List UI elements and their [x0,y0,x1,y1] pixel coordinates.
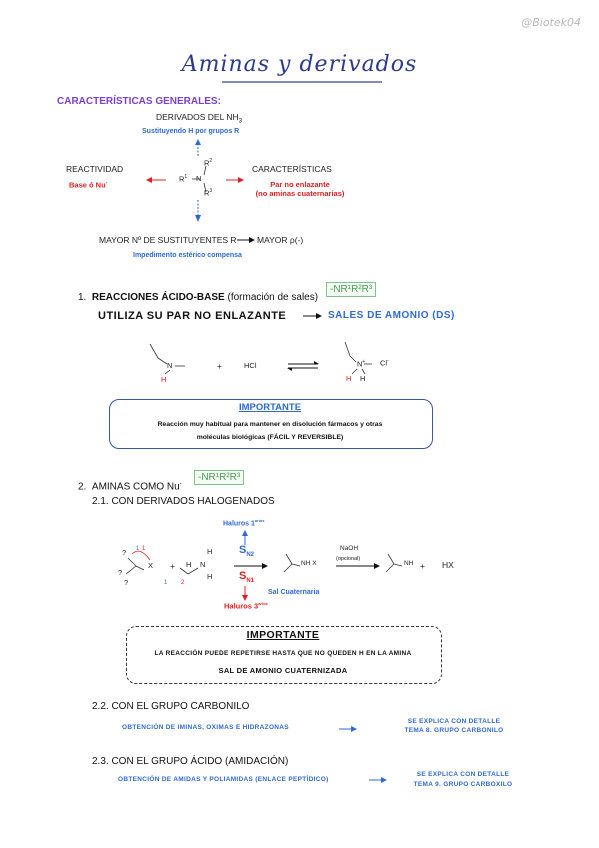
hcl-label: HCl [244,361,257,370]
haluros3-sup: arios [258,601,268,606]
electron-arrow [132,551,150,560]
important-text-1b: moléculas biológicas (FÁCIL Y REVERSIBLE) [196,434,344,441]
atom-r2 [204,158,212,168]
section2-formula: -NR¹R²R³ [194,470,244,485]
sales-amonio: SALES DE AMONIO (DS) [328,310,455,321]
left-amine-bond4 [165,370,170,374]
amine-n: N [200,560,206,569]
base-nu-label [69,180,107,190]
sal-cuaternaria: Sal Cuaternaria [268,589,320,596]
sub2-arrow-head [351,726,357,732]
section1-heading-rest: (formación de sales) [227,292,319,303]
left-amine-bond2 [158,358,167,364]
par-libre-note: Par no enlazante [270,180,330,189]
section2-heading [78,481,182,492]
section2-heading-sup: - [179,481,182,487]
atom-n: N [196,174,202,183]
right-amine-bond1 [345,342,350,356]
utiliza-par: UTILIZA SU PAR NO ENLAZANTE [98,310,287,322]
important-title-1: IMPORTANTE [238,402,302,413]
haluros3-text: Haluros 3 [224,601,259,611]
amine-h-left: H [186,560,192,569]
sn1-sub: N1 [246,578,255,585]
product-n-text: N [357,359,363,369]
q-mark-1: ? [122,548,127,557]
derivados-sub: 3 [238,118,242,125]
num-blue-1: 1 [136,546,140,552]
important-text-2a: LA REACCIÓN PUEDE REPETIRSE HASTA QUE NO QUEDEN H EN LA AMINA [154,650,412,657]
base-nu-sup: - [105,180,108,186]
reactividad-label: REACTIVIDAD [66,164,124,174]
num-red-2: 2 [181,580,185,586]
sub3-heading: 2.3. CON EL GRUPO ÁCIDO (AMIDACIÓN) [92,756,289,767]
left-arrow-head [146,177,152,183]
prod2-bond2 [386,564,394,572]
title-underline [222,81,382,83]
product-h2: H [360,374,366,383]
important-text-2b: SAL DE AMONIO CUATERNIZADA [218,666,348,675]
section2-heading-text: AMINAS COMO Nu [91,481,180,493]
num-blue-2: 1 [164,580,168,586]
atom-r3 [204,188,212,198]
haluros1-sup: arios [254,518,265,523]
sn1-label [239,570,254,584]
haluros3-label [224,601,268,611]
plus-halide: + [170,561,175,571]
atom-r3-num: 3 [209,188,213,194]
halide-bond2 [126,566,136,574]
sn1-text: S [239,570,247,582]
sub1-heading: 2.1. CON DERIVADOS HALOGENADOS [92,496,275,507]
product-n-plus: + [362,359,366,365]
reactant-n: N [167,361,173,370]
equilibrium-back-head [287,368,292,371]
naoh-label: NaOH [340,545,359,552]
prod2-label: NH [404,560,414,567]
amine-h-bottom: H [207,572,213,581]
derivados-text: DERIVADOS DEL NH [156,112,239,122]
utiliza-arrow [302,311,324,321]
naoh-arrow-head [374,563,380,569]
reactant-h: H [161,375,167,384]
mayor-arrow [236,235,256,245]
halide-reaction [110,528,470,608]
sn2-arrow-head [242,530,248,536]
prod2-bond1 [388,554,394,564]
section1-number: 1. [78,292,87,303]
acid-base-reaction [140,340,440,390]
prod1-text: NH [301,560,311,567]
halide-bond3 [136,566,144,570]
hx-label: HX [442,560,454,570]
sub3-left: OBTENCIÓN DE AMIDAS Y POLIAMIDAS (ENLACE PEPTÍDICO) [118,776,329,783]
haluros1-text: Haluros 1 [223,520,255,528]
caracteristicas-label: CARACTERÍSTICAS [252,164,332,174]
prod1-bond2 [284,564,292,572]
num-red-1: 1 [142,546,146,552]
sub2-heading: 2.2. CON EL GRUPO CARBONILO [92,701,250,712]
amine-h-top: H [207,547,213,556]
opcional-label: (opcional) [336,556,361,562]
atom-r1-text: R [179,174,185,184]
sub3-right1: SE EXPLICA CON DETALLE [416,771,510,778]
q-mark-2: ? [118,568,123,577]
prod2-bond3 [394,564,402,566]
utiliza-arrow-head [316,313,322,319]
atom-r2-text: R [204,158,210,168]
plus-hx: + [420,561,425,571]
section2-number: 2. [78,481,87,493]
sn2-sub: N2 [246,552,255,559]
atom-r1-num: 1 [184,174,188,180]
mayor-sustituyentes: MAYOR Nº DE SUSTITUYENTES R [99,235,237,245]
up-arrow-head [195,139,201,145]
prod1-x: X [312,560,317,567]
sn2-label [239,544,254,558]
right-amine-bond4 [352,369,357,374]
sub2-arrow [338,724,360,734]
prod1-label [301,560,317,567]
page-title: Aminas y derivados [181,52,418,77]
sub2-left: OBTENCIÓN DE IMINAS, OXIMAS E HIDRAZONAS [122,724,289,731]
sub2-right2: TEMA 8. GRUPO CARBONILO [404,727,504,734]
right-arrow-head [238,177,244,183]
impedimento-note: Impedimento estérico compensa [133,252,242,259]
down-arrow-head [195,215,201,222]
sustituyendo-note: Sustituyendo H por grupos R [142,128,240,135]
atom-r3-text: R [204,188,210,198]
left-amine-bond1 [150,344,158,358]
sub2-right1: SE EXPLICA CON DETALLE [407,718,501,725]
prod1-bond3 [292,564,300,566]
base-nu-text: Base ó Nu [69,180,106,190]
important-title-2: IMPORTANTE [246,629,320,641]
product-cl-text: Cl [380,358,388,368]
atom-r2-num: 2 [209,158,213,164]
equilibrium-forward-head [314,361,319,364]
watermark: @Biotek04 [521,16,581,29]
atom-r1 [179,174,187,184]
mayor-pk: MAYOR ρ(-) [257,235,304,245]
general-heading: CARACTERÍSTICAS GENERALES: [57,96,221,107]
derivados-label [156,112,242,125]
no-cuaternarias-note: (no aminas cuaternarias) [255,189,345,198]
halide-bond1 [128,558,136,566]
mayor-arrow-head [249,237,255,243]
sn2-text: S [239,544,247,556]
plus-sign: + [217,361,222,371]
important-text-1a: Reacción muy habitual para mantener en disolución fármacos y otras [157,421,383,428]
section1-formula: -NR¹R²R³ [326,282,376,297]
prod1-bond1 [286,554,292,564]
product-h1: H [346,374,352,383]
right-amine-bond2 [350,356,356,362]
product-cl-sup: - [387,358,389,364]
x-atom: X [148,561,154,570]
product-n [357,359,365,369]
product-cl [380,358,389,368]
section1-heading-main: REACCIONES ÁCIDO-BASE [91,292,225,303]
main-reaction-arrow-head [262,563,268,569]
haluros1-label [223,518,264,527]
q-mark-3: ? [124,578,129,587]
sub3-right2: TEMA 9. GRUPO CARBOXILO [413,781,513,788]
sub3-arrow-head [381,777,387,783]
section1-heading [78,292,318,303]
sub3-arrow [368,775,390,785]
general-amine-structure [140,138,250,228]
